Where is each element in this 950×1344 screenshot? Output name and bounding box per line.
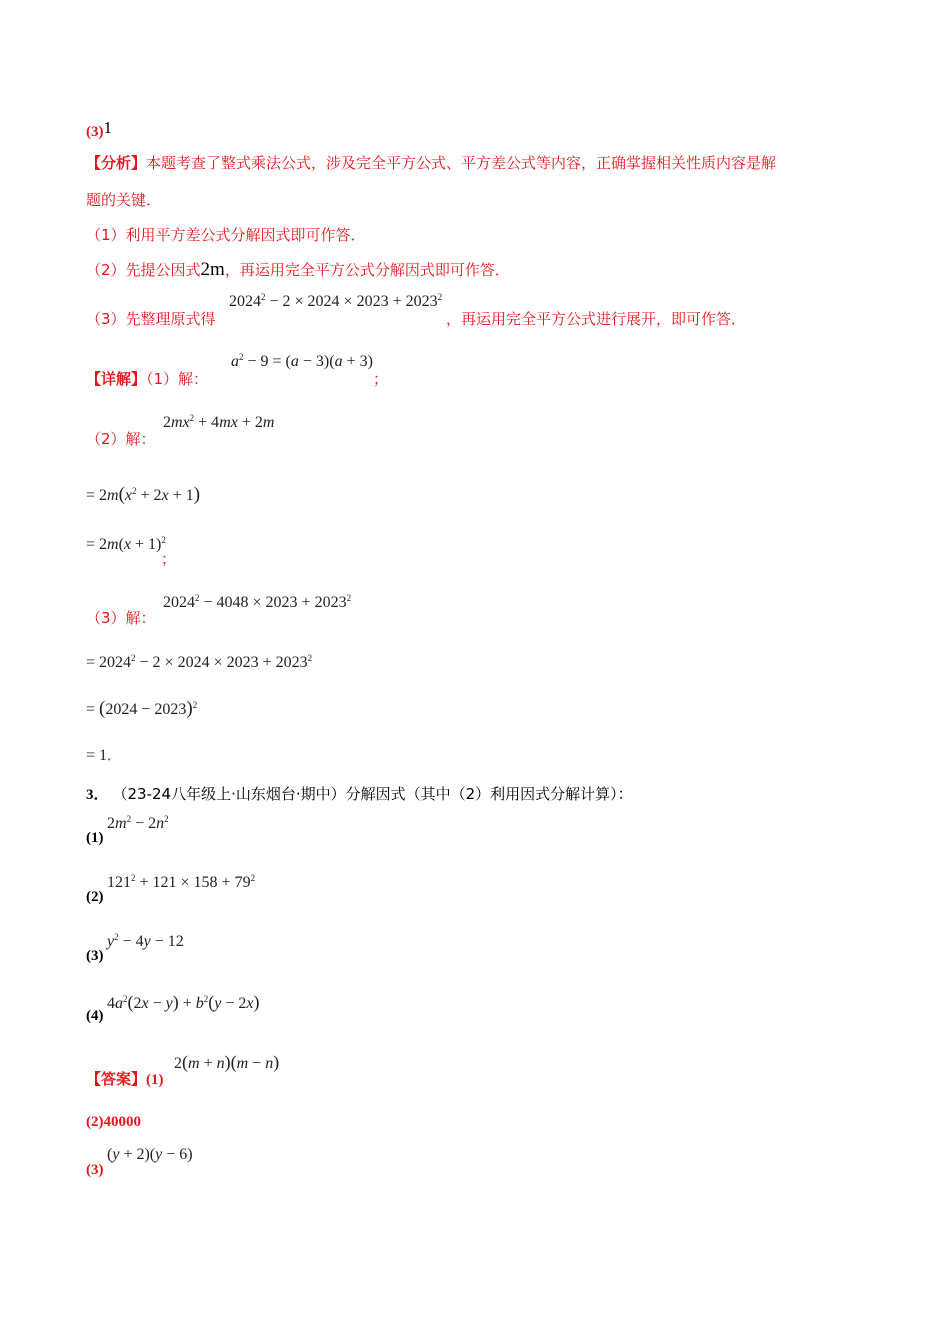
question-item-2-label: (2) [86,889,104,905]
analysis-line-1 [86,152,776,173]
analysis-tag: 【分析】 [86,154,147,172]
answer-3-formula: (y + 2)(y − 6) [107,1146,193,1163]
analysis-step-3-post: ，再运用完全平方公式进行展开，即可作答． [446,310,747,328]
detail-p2-end: ； [161,550,177,568]
analysis-step-2-pre: （2）先提公因式 [86,261,201,279]
answer-line-1 [86,1068,164,1089]
detail-p3-step-1: = $2024^2 - 2 \times 2024 \times 2023 + 2023^2$ [86,653,313,671]
analysis-step-2-post: ，再运用完全平方公式分解因式即可作答． [224,261,510,279]
detail-tag: 【详解】 [86,370,147,388]
detail-p3-end: ． [107,746,123,764]
answer-2: (2)40000 [86,1114,141,1130]
detail-p1-formula: $a^2 - 9 = (a - 3)(a + 3)$ [231,352,373,370]
question-item-4-label: (4) [86,1008,104,1024]
analysis-step-3-pre: （3）先整理原式得 [86,310,216,328]
question-item-1-formula: $2m^2 - 2n^2$ [107,814,169,832]
detail-p3-formula: $2024^2 - 4048 \times 2023 + 2023^2$ [163,593,352,611]
detail-p2-formula: $2mx^2 + 4mx + 2m$ [163,413,275,431]
detail-line-1 [86,368,208,389]
detail-p1-label: （1）解： [146,370,209,388]
prev-answer-label: (3) [86,124,104,140]
question-3 [86,783,633,804]
answer-1-formula: 2(m + n)(m − n) [174,1052,280,1072]
analysis-step-2 [86,259,510,281]
question-number: 3． [86,787,109,803]
answer-1-label: (1) [146,1072,164,1088]
detail-p3-label: （3）解： [86,609,156,627]
detail-p2-step-2: = $2m(x + 1)^2$ [86,535,166,553]
question-item-4-formula: $4a^2(2x - y) + b^2(y - 2x)$ [107,992,260,1012]
analysis-text-2: 题的关键． [86,191,162,209]
question-item-3-formula: $y^2 - 4y - 12$ [107,932,184,950]
question-item-2-formula: $121^2 + 121 \times 158 + 79^2$ [107,873,256,891]
prev-answer-3 [86,118,112,141]
answer-3-label: (3) [86,1162,104,1178]
analysis-step-2-math: 2m [200,259,225,280]
detail-p3-step-3: = 1． [86,746,123,764]
question-item-3-label: (3) [86,948,104,964]
analysis-step-3-formula: $2024^2 - 2 \times 2024 \times 2023 + 2023^2$ [229,292,443,310]
question-text: （23-24八年级上·山东烟台·期中）分解因式（其中（2）利用因式分解计算）： [112,785,633,803]
question-item-1-label: (1) [86,830,104,846]
analysis-step-1: （1）利用平方差公式分解因式即可作答． [86,226,366,244]
detail-p2-step-1: = $2m(x^2 + 2x + 1)$ [86,484,201,505]
prev-answer-value: 1 [103,118,112,137]
detail-p1-end: ； [373,370,389,388]
detail-p3-step-2: = $(2024 - 2023)^2$ [86,698,198,719]
detail-p2-label: （2）解： [86,430,156,448]
analysis-text-1: 本题考查了整式乘法公式，涉及完全平方公式、平方差公式等内容，正确掌握相关性质内容是解 [146,154,777,172]
answer-tag: 【答案】 [86,1070,147,1088]
